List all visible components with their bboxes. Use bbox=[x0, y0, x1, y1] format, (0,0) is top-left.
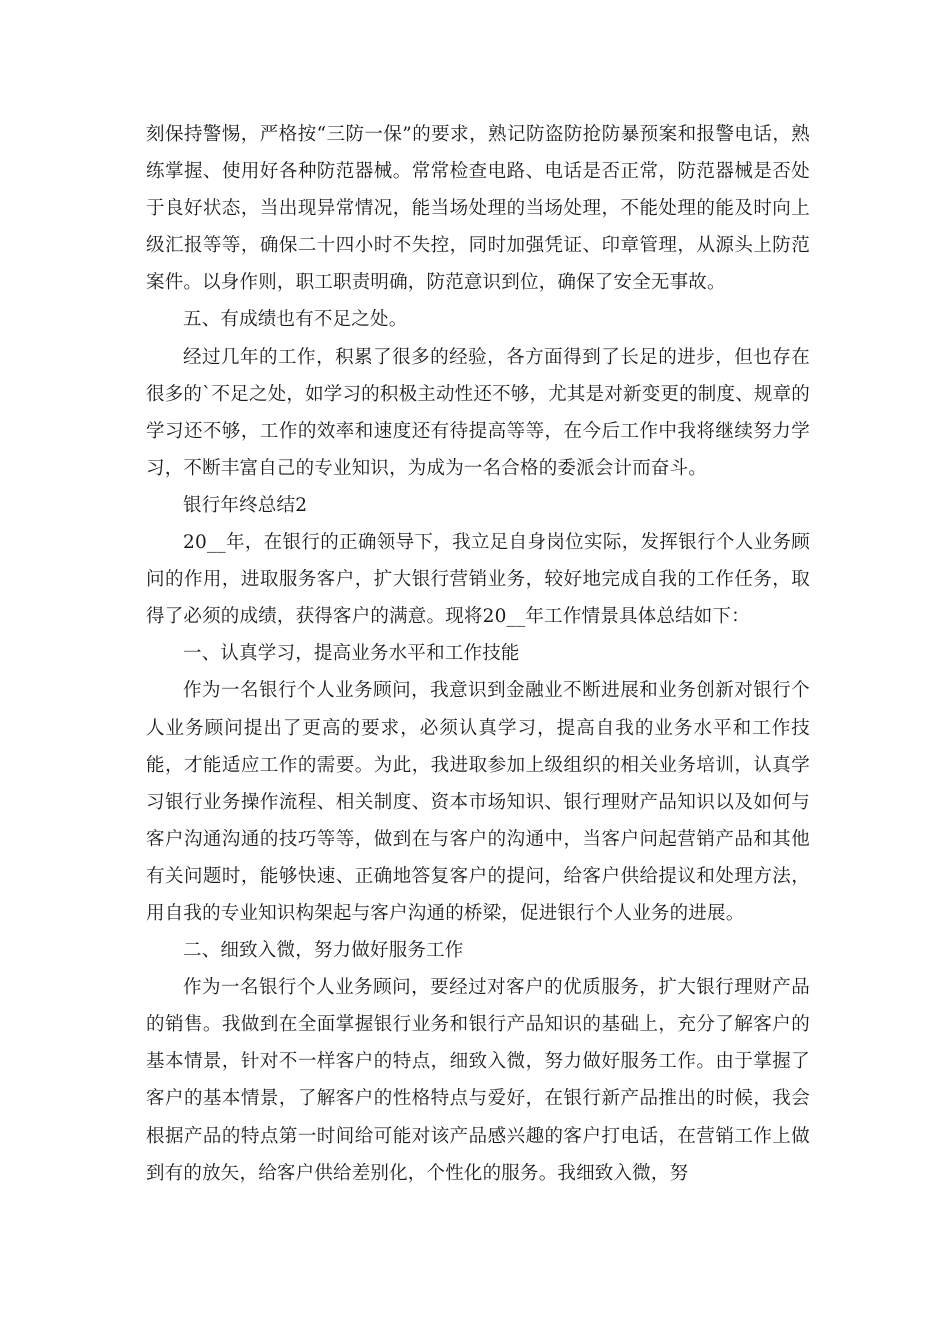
paragraph-1: 刻保持警惕，严格按“三防一保”的要求，熟记防盗防抢防暴预案和报警电话，熟练掌握、使用好各种防范器械。常常检查电路、电话是否正常，防范器械是否处于良好状态，当出现异常情况，能当场处理的当场处理，不能处理的能及时向上级汇报等等，确保二十四小时不失控，同时加强凭证、印章管理，从源头上防范案件。以身作则，职工职责明确，防范意识到位，确保了安全无事故。 bbox=[146, 124, 810, 294]
section-heading-2: 二、细致入微，努力做好服务工作 bbox=[183, 940, 464, 962]
paragraph-3: 20__年，在银行的正确领导下，我立足自身岗位实际，发挥银行个人业务顾问的作用，进取服务客户，扩大银行营销业务，较好地完成自我的工作任务，取得了必须的成绩，获得客户的满意。现将20__年工作情景具体总结如下： bbox=[146, 532, 810, 628]
paragraph-5: 作为一名银行个人业务顾问，要经过对客户的优质服务，扩大银行理财产品的销售。我做到在全面掌握银行业务和银行产品知识的基础上，充分了解客户的基本情景，针对不一样客户的特点，细致入微，努力做好服务工作。由于掌握了客户的基本情景，了解客户的性格特点与爱好，在银行新产品推出的时候，我会根据产品的特点第一时间给可能对该产品感兴趣的客户打电话，在营销工作上做到有的放矢，给客户供给差别化，个性化的服务。我细致入微，努 bbox=[146, 977, 810, 1184]
section-heading-5: 五、有成绩也有不足之处。 bbox=[183, 309, 408, 331]
document-subtitle: 银行年终总结2 bbox=[183, 494, 308, 516]
paragraph-4: 作为一名银行个人业务顾问，我意识到金融业不断进展和业务创新对银行个人业务顾问提出了更高的要求，必须认真学习，提高自我的业务水平和工作技能，才能适应工作的需要。为此，我进取参加上级组织的相关业务培训，认真学习银行业务操作流程、相关制度、资本市场知识、银行理财产品知识以及如何与客户沟通沟通的技巧等等，做到在与客户的沟通中，当客户问起营销产品和其他有关问题时，能够快速、正确地答复客户的提问，给客户供给提议和处理方法，用自我的专业知识构架起与客户沟通的桥梁，促进银行个人业务的进展。 bbox=[146, 680, 810, 924]
paragraph-2: 经过几年的工作，积累了很多的经验，各方面得到了长足的进步，但也存在很多的`不足之处，如学习的积极主动性还不够，尤其是对新变更的制度、规章的学习还不够，工作的效率和速度还有待提高等等，在今后工作中我将继续努力学习，不断丰富自己的专业知识，为成为一名合格的委派会计而奋斗。 bbox=[146, 346, 810, 479]
document-body bbox=[146, 116, 810, 1192]
section-heading-1: 一、认真学习，提高业务水平和工作技能 bbox=[183, 643, 520, 665]
